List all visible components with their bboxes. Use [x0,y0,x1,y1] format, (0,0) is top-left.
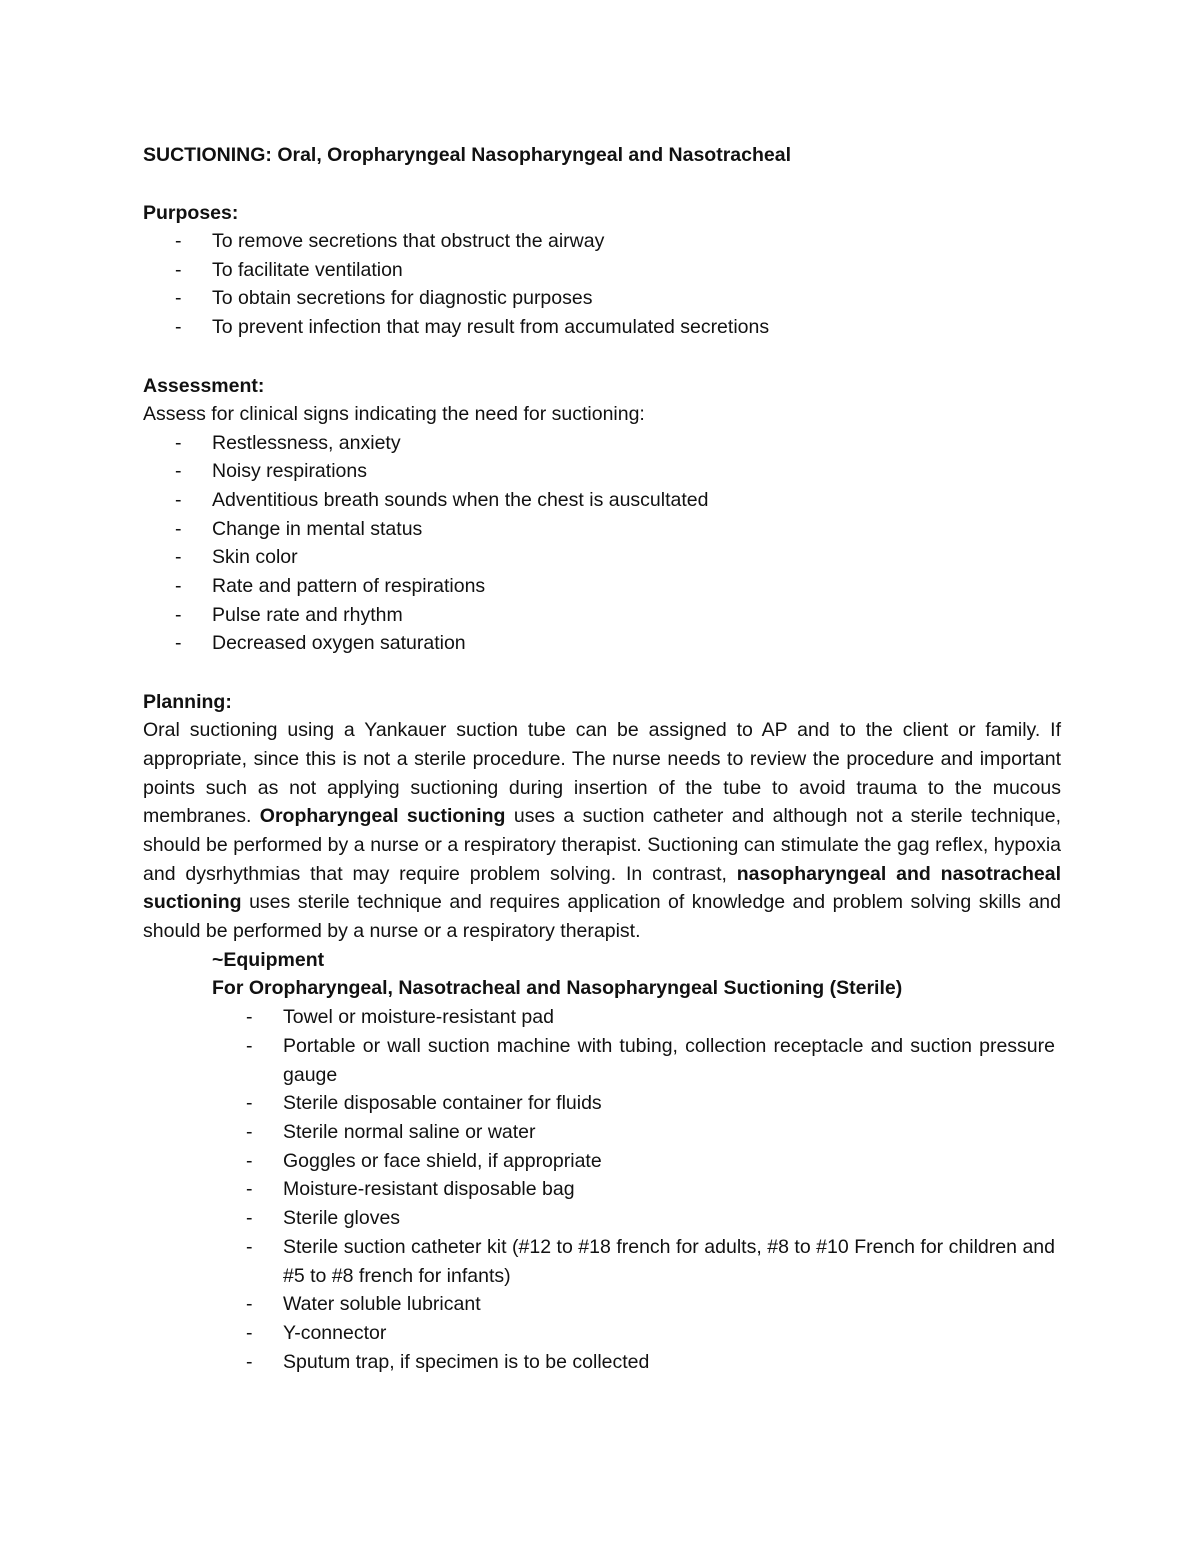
spacer [143,658,1061,688]
purposes-list [143,227,1061,342]
planning-paragraph: Oral suctioning using a Yankauer suction tube can be assigned to AP and to the client or family. If appropriate, since this is not a sterile procedure. The nurse needs to review the procedure and important points such as not applying suctioning during insertion of the tube to avoid trauma to the mucous membranes. Oropharyngeal suctioning uses a suction catheter and although not a sterile technique, should be performed by a nurse or a respiratory therapist. Suctioning can stimulate the gag reflex, hypoxia and dysrhythmias that may require problem solving. In contrast, nasopharyngeal and nasotracheal suctioning uses sterile technique and requires application of knowledge and problem solving skills and should be performed by a nurse or a respiratory therapist. [143,719,1061,943]
bullet-dash: - [175,258,182,281]
bullet-dash: - [175,316,182,339]
bullet-dash: - [246,1293,253,1316]
planning-section [143,688,1061,1376]
bold-term: Oropharyngeal suctioning [259,805,506,828]
list-item: - To obtain secretions for diagnostic purposes [143,284,1061,313]
list-item: - Change in mental status [143,515,1061,544]
list-item: - Skin color [143,543,1061,572]
equipment-heading: ~Equipment [212,948,325,971]
list-item: - Sterile suction catheter kit (#12 to #18 french for adults, #8 to #10 French for children and #5 to #8 french for infants) [143,1233,1061,1290]
planning-heading: Planning: [143,691,232,714]
equipment-list [143,1003,1061,1376]
list-item: - Water soluble lubricant [143,1290,1061,1319]
list-item: - Sterile disposable container for fluids [143,1089,1061,1118]
list-item: - To prevent infection that may result from accumulated secretions [143,313,1061,342]
spacer [143,169,1061,199]
assessment-heading: Assessment: [143,374,265,397]
list-item: - Y-connector [143,1319,1061,1348]
bullet-dash: - [175,632,182,655]
assessment-intro: Assess for clinical signs indicating the need for suctioning: [143,402,645,425]
list-item: - Adventitious breath sounds when the chest is auscultated [143,486,1061,515]
spacer [143,342,1061,372]
bullet-dash: - [246,1149,253,1172]
bold-term: nasopharyngeal and nasotracheal suctioning [143,862,1061,914]
bullet-dash: - [175,230,182,252]
bullet-dash: - [246,1207,253,1230]
purposes-section [143,199,1061,342]
list-item: - Moisture-resistant disposable bag [143,1175,1061,1204]
bullet-dash: - [246,1034,253,1057]
purposes-heading: Purposes: [143,202,239,224]
document-title: SUCTIONING: Oral, Oropharyngeal Nasopharyngeal and Nasotracheal [143,144,791,166]
list-item: - Goggles or face shield, if appropriate [143,1147,1061,1176]
bullet-dash: - [175,431,182,454]
list-item: - Sterile normal saline or water [143,1118,1061,1147]
list-item: - Portable or wall suction machine with tubing, collection receptacle and suction pressure gauge [143,1032,1061,1089]
assessment-section [143,372,1061,658]
bullet-dash: - [175,546,182,569]
bullet-dash: - [246,1006,253,1029]
bullet-dash: - [246,1350,253,1373]
bullet-dash: - [175,488,182,511]
bullet-dash: - [175,287,182,310]
bullet-dash: - [246,1321,253,1344]
assessment-list [143,429,1061,659]
bullet-dash: - [175,460,182,483]
equipment-subheading: For Oropharyngeal, Nasotracheal and Nasopharyngeal Suctioning (Sterile) [212,977,903,1000]
list-item: - Restlessness, anxiety [143,429,1061,458]
list-item: - To remove secretions that obstruct the airway [143,227,1061,256]
bullet-dash: - [246,1178,253,1201]
bullet-dash: - [246,1092,253,1115]
bullet-dash: - [246,1120,253,1143]
list-item: - Noisy respirations [143,457,1061,486]
list-item: - Decreased oxygen saturation [143,629,1061,658]
list-item: - Pulse rate and rhythm [143,601,1061,630]
bullet-dash: - [175,575,182,598]
bullet-dash: - [175,517,182,540]
document-page [143,141,1061,1376]
list-item: - To facilitate ventilation [143,256,1061,285]
list-item: - Sterile gloves [143,1204,1061,1233]
bullet-dash: - [175,603,182,626]
list-item: - Rate and pattern of respirations [143,572,1061,601]
list-item: - Towel or moisture-resistant pad [143,1003,1061,1032]
list-item: - Sputum trap, if specimen is to be collected [143,1348,1061,1377]
bullet-dash: - [246,1235,253,1258]
